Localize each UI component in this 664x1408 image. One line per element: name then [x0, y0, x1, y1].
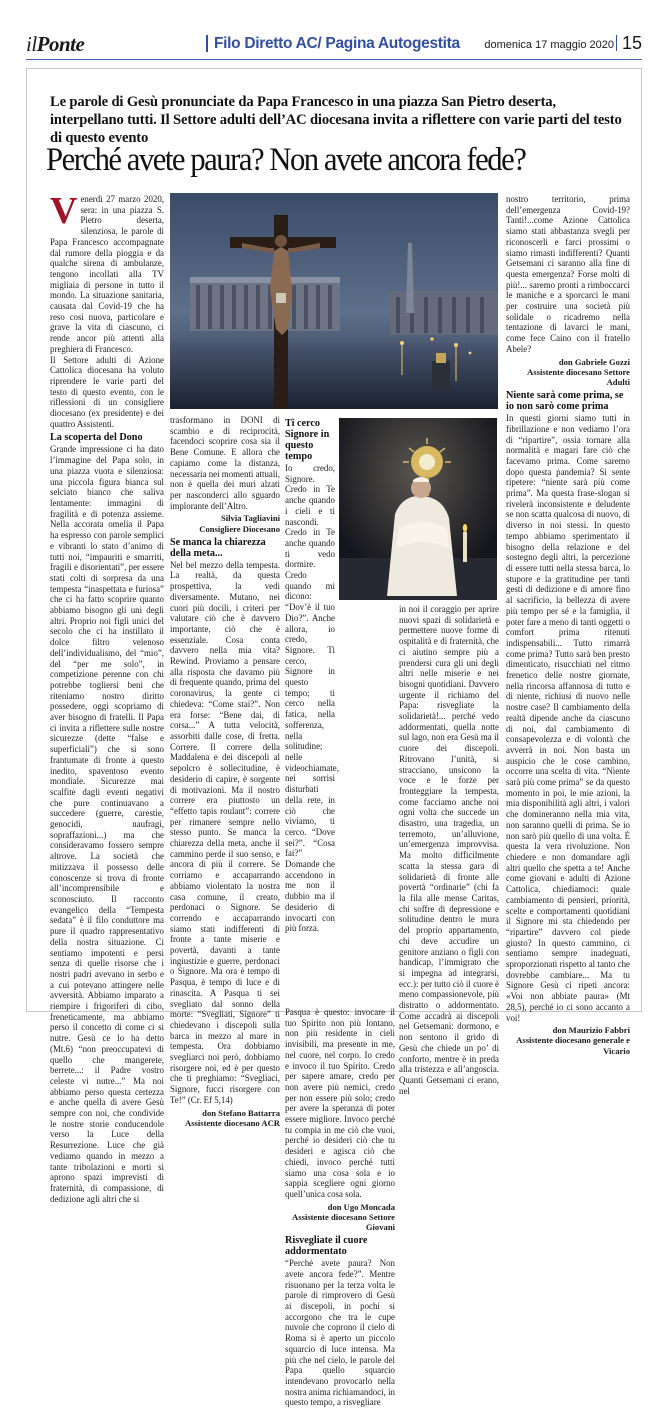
issue-date: domenica 17 maggio 2020 — [484, 39, 614, 51]
body-text: Grande impressione ci ha dato l’immagine del Papa solo, in una piazza vuota e silenziosa: una piccola figura bianca sul selciato bianco che saliva lentamente: immagini di fragilità e di potenza assieme. Nella accorata omelia il Papa ha espresso con parole semplici e vibranti lo stato d’animo di tutti noi, “impauriti e smarriti, fragili e disorientati”, per essere stati colti di sorpresa da una tempesta “inaspettata e furiosa” che ci ha fatto scoprire quanto abbiamo bisogno gli uni degli altri. Proprio noi figli unici del secolo che ci ha instillato il dolce filtro velenoso dell’individualismo, del “mio”, del “per me solo”, in competizione perenne con chi potrebbe togliersi beni che riteniamo nostro diritto possedere, oggi scopriamo di aver bisogno di fratelli. Il Papa ci invita a riflettere sulle nostre sicurezze (dette “false e superficiali”) che si sono frantumate di fronte a questo inedito, spaventoso evento mondiale. Sicurezze mai scalfite dagli eventi negativi che pure continuavano a succedere (guerre, carestie, genocidi, naufragi, sopraffazioni...) ma che consideravamo fossero sempre altrove. La società che mitizzava il possesso delle conoscenze si trova di fronte all’incomprensibile e sconosciuto. Il racconto evangelico della “Tempesta sedata” è il filo conduttore ma pure il quadro rappresentativo della nostra situazione. Ci sentiamo impotenti e persi senza di quelle risorse che i nostri padri avevano in serbo e a cui potevano attingere nelle avversità. Abbiamo imparato a riempire i frigoriferi di cibo, freneticamente, ma abbiamo perso il concetto di come ci si nutre. Gesù ce lo ha detto (Mt.6) “non preoccupatevi di quello che mangerete, berrete...: il Padre vostro celeste vi nutre...” Ma noi abbiamo perso questa certezza e anche quella di avere Gesù sempre con noi, che condivide le nostre storie conducendole verso la Luce della Resurrezione. Luce che già vediamo quando in mezzo a tante tribolazioni e morti si aprono spazi imprevisti di fraternità, di compassione, di dedizione agli altri che si — [50, 444, 164, 1204]
signature-gozzi: don Gabriele Gozzi Assistente diocesano Settore Adulti — [527, 356, 630, 387]
column-3-lower — [285, 1007, 395, 1408]
section-title: Filo Diretto AC/ Pagina Autogestita — [214, 35, 460, 52]
signature-fabbri: don Maurizio Fabbri Assistente diocesano generale e Vicario — [516, 1025, 630, 1056]
column-5 — [506, 194, 630, 1056]
body-text-risveglio-cont: in noi il coraggio per aprire nuovi spazi di solidarietà e permettere nuove forme di ospitalità e di fraternità, che ci aiutino sempre più a prendersi cura gli uni degli altri nelle miserie e nei bisogni quotidiani. Davvero urgente il richiamo del Papa: risvegliate la solidarietà!... perché vedo addormentati, quella notte sul lago, non era Gesù ma il cuore dei discepoli. Ritrovano l’unità, si stracciano, unsicono la voce e le forze per fronteggiare la tempesta, come facciamo anche noi ogni volta che succede un disastro, una tragedia, un terremoto, un’alluvione, un’emergenza improvvisa. Ma molto difficilmente scatta la stessa gara di solidarietà di fronte alle povertà “ordinarie” (chi fa la fila alle mense Caritas, chi soffre di depressione e solitudine dentro le mura del proprio appartamento, chi deve accudire un genitore anziano o figli con handicap, l’immigrato che si impegna ad integrarsi, ecc.): per tutto ciò il cuore è meno compassionevole, più distratto o addormentato. Come accadrà ai discepoli nel Getsemani: dormono, e non sentono il grido di Gesù che chiede un po’ di conforto, mentre è in preda alla tristezza e all’angoscia. Quanti Getsemani ci erano, nel — [399, 604, 499, 1096]
photo-pope-monstrance — [339, 418, 497, 600]
body-text-risvegliate: “Perché avete paura? Non avete ancora fede?”. Mentre risuonano per la terza volta le parole di rimprovero di Gesù ai discepoli, in pochi si accorgono che tra le cupe nuvole che coprono il cielo di Roma si è aperto un piccolo squarcio di luce intensa. Ma più che nel cielo, le parole del Papa quello squarcio intendevano provocarlo nella nostra anima richiamandoci, in questo tempo, a risvegliare — [285, 1258, 395, 1408]
page-number: 15 — [621, 33, 642, 53]
intro-paragraph-2: Il Settore adulti di Azione Cattolica diocesana ha voluto riprendere le varie parti del testo di questo evento, con le riflessioni di un consigliere diocesano (ex presidente) e dei quattro Assistenti. — [50, 354, 164, 429]
page-header — [26, 30, 642, 60]
column-1 — [50, 190, 164, 1204]
photo-crucifix-st-peters — [170, 193, 498, 409]
intro-paragraph: Venerdì 27 marzo 2020, sera: in una piazza S. Pietro deserta, silenziosa, le parole di Papa Francesco accompagnate dal rumore della pioggia e da qualche sirena di ambulanze, tengono incollati alla TV migliaia di persone in tutto il mondo. La situazione sanitaria, causata dal Covid-19 che ha reso così nuova, particolare e grave la vita di ciascuno, ci rende ancor più attenti alla preghiera di Francesco. — [50, 190, 164, 354]
body-text-ti-cerco-cont: Pasqua è questo: invocare il tuo Spirito non più lontano, non più residente in cieli invisibili, ma presente in me, nel cuore, nel corpo. Io credo e invoco il tuo Spirito. Credo per sapere amare, credo per non avere più nemici, credo per non essere più solo; credo per avere la speranza di poter essere migliore. Invoco perché tu compia in me ciò che vuoi, perché io desideri ciò che tu desideri e agisca ciò che chiedi, invoco perché tutti siamo una cosa sola e io sappia scegliere ogni giorno quell’unica cosa sola. — [285, 1007, 395, 1199]
body-text-cont: trasformano in DONI di scambio e di reciprocità, facendoci scoprire cosa sia il Bene Comune. E allora che capiamo come la distanza, necessaria nei momenti attuali, non è quella dei muri alzati per nasconderci allo sguardo implorante dell’Altro. — [170, 415, 280, 511]
subheading-ti-cerco: Ti cerco Signore in questo tempo — [285, 418, 330, 462]
column-3 — [285, 415, 339, 1005]
article-kicker: Le parole di Gesù pronunciate da Papa Francesco in una piazza San Pietro deserta, interpellano tutti. Il Settore adulti dell’AC diocesana invita a riflettere con varie parti del testo di questo evento — [50, 94, 622, 146]
signature-moncada: don Ugo Moncada Assistente diocesano Settore Giovani — [292, 1201, 395, 1233]
article-headline: Perché avete paura? Non avete ancora fede? — [46, 142, 526, 178]
newspaper-logo[interactable]: ilPonte — [26, 32, 85, 56]
subheading-meta: Se manca la chiarezza della meta... — [170, 536, 266, 559]
drop-cap: V — [50, 190, 78, 232]
signature-tagliavini: Silvia Tagliavini Consigliere Diocesano — [199, 513, 280, 534]
pope-photo-illustration — [339, 418, 497, 600]
column-2 — [170, 415, 280, 1128]
signature-battarra: don Stefano Battarra Assistente diocesano ACR — [184, 1107, 280, 1128]
subheading-niente-sara: Niente sarà come prima, se io non sarò come prima — [506, 390, 624, 413]
body-text-getsemani: nostro territorio, prima dell’emergenza Covid-19? Tanti!...come Azione Cattolica siamo stati abbastanza svegli per riconoscerli e farci prossimi o siamo rimasti indifferenti? Quanti Getsemani ci saranno alla fine di questa emergenza? Forse molti di più!... saremo pronti a rimboccarci le maniche e a sporcarci le mani per costruire una società più solidale o ricadremo nella tentazione di lavarci le mani, come fece Caino con il fratello Abele? — [506, 194, 630, 354]
subheading-risvegliate: Risvegliate il cuore addormentato — [285, 1235, 368, 1258]
body-text-ti-cerco: Io credo, Signore. Credo in Te anche quando i cieli e ti nascondi. Credo in Te anche quando ti vedo dormire. Credo quando mi dicono: “Dov’è il tuo Dio?”. Anche allora, io credo, Signore. Ti cerco, Signore in questo tempo; ti cerco nella fatica, nella sofferenza, nella solitudine; nelle videochiamate, nei sorrisi disturbati della rete, in ciò che viviamo, ti cerco. “Dove sei?”. “Cosa fai?” Domande che accendono in me non il dubbio ma il desiderio di invocarti con più forza. — [285, 463, 339, 934]
body-text-meta: Nel bel mezzo della tempesta. La realtà, da questa prospettiva, la vedi diversamente. Mutano, nei cuori più docili, i criteri per valutare ciò che è davvero importante, ciò che è essenziale. Cosa conta davvero nella mia vita? Rewind. Proviamo a pensare alla risposta che davamo più di frequente quando, prima del coronavirus, la gente ci chiedeva: “Come stai?”. Non era forse: “Bene dai, di corsa...” A tutta velocità, assorbiti dalle cose, di fretta. Correre. Il correre della Maddalena e dei discepoli al sepolcro è sollecitudine, è desiderio di capire, è sorgente di motivazioni. Ma il nostro correre era piuttosto un “effetto tapis roulant”: correre per rimanere sempre nello stesso punto. Se manca la chiarezza della meta, anche il cammino perde il suo senso, e ancora di più il correre. Se corriamo e accaparrando abbiamo violentato la nostra casa comune, il creato, perdonaci o Signore. Se correndo e accaparrando siamo stati indifferenti di fronte a tante miserie e povertà, davanti a tante ingiustizie e guerre, perdonaci o Signore. Ma ora è tempo di Pasqua, è tempo di luce e di rinascita. A Pasqua ti sei svegliato dal sonno della morte: “Svegliati, Signore” ti chiedevano i discepoli sulla barca in mezzo al mare in tempesta. Ora dobbiamo svegliarci noi però, dobbiamo risorgere noi, ed è per questo che ti preghiamo: “Svegliaci, Signore, fucci risorgere con Te!” (Cr. Ef 5,14) — [170, 559, 280, 1105]
body-text-niente-sara: In questi giorni siamo tutti in fibrillazione e non vediamo l’ora di “ripartire”, ossia tornare alla normalità e magari fare ciò che facevamo prima. Come saremo dopo questa pandemia? Si sente ripetere: “niente sarà più come prima”. Ma questa frase-slogan si rivelerà inconsistente e deludente se non scatta qualcosa di nuovo, di diverso in noi stessi. In questo tempo abbiamo sperimentato il bisogno della relazione e del sostegno degli altri, la percezione di essere tutti nella stessa barca, lo stupore e la gratitudine per tanti gesti di dedizione e di amore fino al sacrificio, la bellezza di avere più tempo per sé e la famiglia, il poter fare a meno di tanti oggetti o comfort prima ritenuti indispensabili... Tutto rimarrà come prima? Tutto sarà ben presto dimenticato, risucchiati nel ritmo frenetico delle nostre giornate, nella rincorsa affannosa di tutto e di niente, richiusi di nuovo nelle nostre case? Il cambiamento della realtà dipende anche da ciascuno di noi, dal cambiamento di consapevolezza e di volontà che avverrà in noi. Non basta un auspicio che le cose cambino, occorre una scelta di vita. “Niente sarà più come prima” se da questo momento in poi, le mie azioni, la mia disponibilità agli altri, i valori che domineranno nella mia vita, non saranno quelli di prima. Se io non sarò più quello di una volta. È questa la vera rivoluzione. Non chiedere e non domandare agli altri quello che spetta a te! Anche come giovani e adulti di Azione Cattolica, chiediamoci: quale cambiamento di pensieri, priorità, scelte e comportamenti quotidiani il Signore mi sta chiedendo per “ripartire” davvero col piede giusto? In questo cammino, ci sentiamo sempre inadeguati, sproporzionati rispetto al tanto che dovrebbe cambiare... Ma tu Signore Gesù ci ripeti ancora: «Voi non abbiate paura» (Mt 28,5), perché io ci sono accanto a voi! — [506, 413, 630, 1023]
column-4 — [399, 604, 499, 1096]
subheading-dono: La scoperta del Dono — [50, 432, 143, 444]
crucifix-photo-illustration — [170, 193, 498, 409]
